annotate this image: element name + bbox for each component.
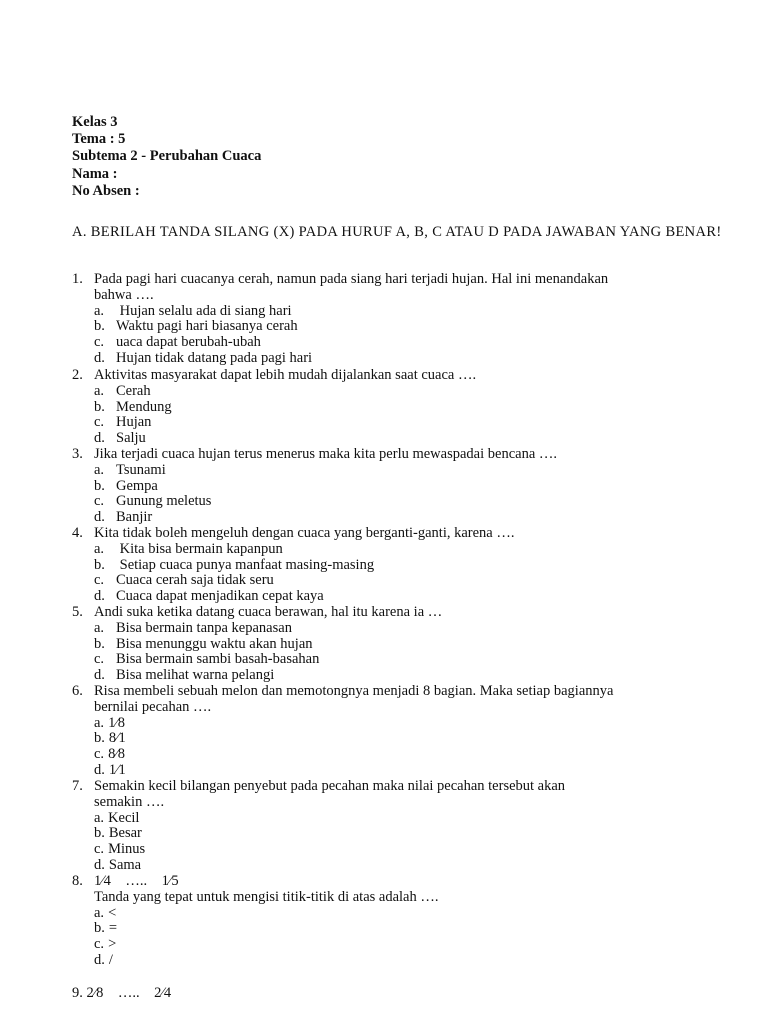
answer-option[interactable] [94,952,113,968]
option-letter: a. [94,714,105,731]
option-letter: b. [94,398,105,415]
question-text: Pada pagi hari cuacanya cerah, namun pada siang hari terjadi hujan. Hal ini menandakan [94,271,609,287]
answer-option[interactable] [94,620,292,636]
worksheet-header [72,114,261,200]
answer-option[interactable] [94,414,151,430]
answer-option[interactable] [94,399,172,415]
question-9-line: 9. 2⁄8 ….. 2⁄4 [72,985,172,1001]
option-text: Hujan selalu ada di siang hari [116,302,292,319]
answer-option[interactable] [94,462,166,478]
answer-option[interactable] [94,318,298,334]
name-field-label: Nama : [72,165,118,182]
answer-option[interactable] [94,857,141,873]
answer-option[interactable] [94,350,312,366]
option-text: Hujan tidak datang pada pagi hari [116,350,313,366]
option-text: Bisa bermain tanpa kepanasan [116,619,292,636]
option-text: 8⁄8 [108,746,125,763]
option-text: / [108,952,113,968]
option-letter: c. [94,493,105,510]
question-text: Semakin kecil bilangan penyebut pada pecahan maka nilai pecahan tersebut akan [94,778,566,794]
option-text: Bisa melihat warna pelangi [116,667,275,684]
answer-option[interactable] [94,478,158,494]
option-text: 8⁄1 [108,730,126,747]
option-letter: c. [94,746,105,763]
option-letter: a. [94,540,105,557]
option-text: Kita bisa bermain kapanpun [116,540,283,557]
answer-option[interactable] [94,557,374,573]
answer-option[interactable] [94,509,152,525]
question-number: 5. [72,604,83,620]
option-letter: b. [94,635,105,652]
option-text: Mendung [116,398,172,415]
answer-option[interactable] [94,383,151,399]
question-text: 1⁄4 ….. 1⁄5 [94,873,179,889]
answer-option[interactable] [94,920,117,936]
instruction-text: A. BERILAH TANDA SILANG (X) PADA HURUF A, B, C ATAU D PADA JAWABAN YANG BENAR! [72,224,722,240]
option-text: Besar [108,825,142,842]
option-letter: d. [94,857,105,873]
option-text: 1⁄8 [108,714,125,731]
answer-option[interactable] [94,730,126,746]
question-number: 8. [72,873,83,889]
question-number: 4. [72,525,83,541]
option-text: > [108,936,117,953]
question-text: Kita tidak boleh mengeluh dengan cuaca yang berganti-ganti, karena …. [94,525,515,541]
option-letter: d. [94,667,105,684]
option-text: Gunung meletus [116,493,212,510]
answer-option[interactable] [94,936,116,952]
answer-option[interactable] [94,493,211,509]
class-label: Kelas 3 [72,114,118,130]
option-text: Cuaca cerah saja tidak seru [116,572,274,589]
option-text: Cerah [116,382,151,399]
answer-option[interactable] [94,746,125,762]
option-letter: c. [94,414,105,431]
answer-option[interactable] [94,334,261,350]
answer-option[interactable] [94,541,283,557]
option-text: Setiap cuaca punya manfaat masing-masing [116,556,375,573]
answer-option[interactable] [94,810,139,826]
answer-option[interactable] [94,303,292,319]
answer-option[interactable] [94,588,324,604]
answer-option[interactable] [94,762,126,778]
option-letter: b. [94,730,105,747]
question-text: bahwa …. [94,286,154,303]
question-number: 1. [72,271,83,287]
question-text: semakin …. [94,793,165,810]
option-letter: a. [94,619,105,636]
option-text: Hujan [116,414,152,431]
option-letter: b. [94,318,105,335]
option-letter: a. [94,904,105,921]
question-number: 2. [72,367,83,383]
option-letter: d. [94,350,105,366]
option-text: < [108,904,117,921]
option-letter: c. [94,334,105,351]
answer-option[interactable] [94,636,313,652]
option-text: Kecil [108,809,140,826]
answer-option[interactable] [94,825,142,841]
option-text: Minus [108,841,146,858]
option-text: 1⁄1 [108,762,126,778]
option-text: Waktu pagi hari biasanya cerah [116,318,298,335]
answer-option[interactable] [94,715,125,731]
theme-label: Tema : 5 [72,131,126,148]
answer-option[interactable] [94,651,319,667]
option-letter: b. [94,556,105,573]
question-text: Aktivitas masyarakat dapat lebih mudah dijalankan saat cuaca …. [94,367,477,383]
question-number: 7. [72,778,83,794]
option-letter: c. [94,936,105,953]
option-letter: a. [94,461,105,478]
option-letter: b. [94,920,105,937]
question-text: Risa membeli sebuah melon dan memotongnya menjadi 8 bagian. Maka setiap bagiannya [94,683,614,699]
option-letter: c. [94,841,105,858]
answer-option[interactable] [94,572,274,588]
option-letter: a. [94,302,105,319]
option-letter: d. [94,952,105,968]
option-letter: d. [94,509,105,526]
option-letter: d. [94,430,105,447]
option-letter: a. [94,382,105,399]
option-letter: c. [94,651,105,668]
question-text: bernilai pecahan …. [94,698,212,715]
option-text: Bisa bermain sambi basah-basahan [116,651,320,668]
option-text: Tsunami [116,461,166,478]
question-text: Jika terjadi cuaca hujan terus menerus maka kita perlu mewaspadai bencana …. [94,446,558,462]
question-number: 6. [72,683,83,699]
option-text: Bisa menunggu waktu akan hujan [116,635,313,652]
answer-option[interactable] [94,667,274,683]
answer-option[interactable] [94,841,145,857]
option-text: = [108,920,118,937]
option-letter: d. [94,588,105,605]
answer-option[interactable] [94,905,116,921]
option-letter: b. [94,477,105,494]
option-letter: b. [94,825,105,842]
option-text: Cuaca dapat menjadikan cepat kaya [116,588,324,605]
option-text: uaca dapat berubah-ubah [116,334,261,351]
question-text: Andi suka ketika datang cuaca berawan, hal itu karena ia … [94,604,443,620]
option-text: Sama [108,857,142,873]
option-text: Salju [116,430,146,447]
question-number: 3. [72,446,83,462]
answer-option[interactable] [94,430,146,446]
subtheme-label: Subtema 2 - Perubahan Cuaca [72,148,262,165]
option-text: Banjir [116,509,153,526]
option-letter: a. [94,809,105,826]
attendance-number-label: No Absen : [72,182,140,199]
option-letter: d. [94,762,105,778]
question-text: Tanda yang tepat untuk mengisi titik-titik di atas adalah …. [94,888,439,905]
option-text: Gempa [116,477,158,494]
option-letter: c. [94,572,105,589]
